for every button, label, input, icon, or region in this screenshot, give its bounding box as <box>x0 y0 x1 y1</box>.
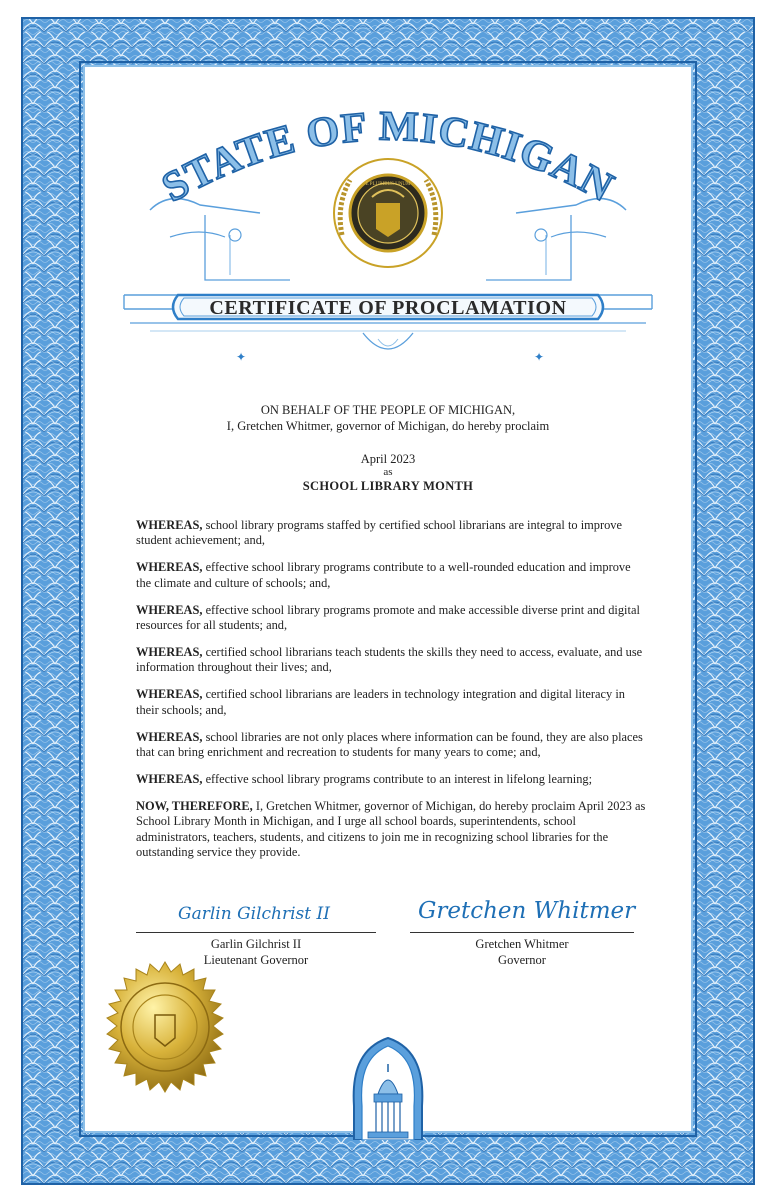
right-signature-script: Gretchen Whitmer <box>418 898 636 924</box>
left-signature-line <box>136 932 376 933</box>
state-title-arch <box>140 100 636 220</box>
state-title: STATE OF MICHIGAN <box>154 103 622 212</box>
whereas-clause <box>136 730 646 761</box>
clause-text: school libraries are not only places where information can be found, they are also places that can bring enrichment and recreation to students for many years to come; and, <box>136 729 643 759</box>
right-signatory-title: Governor <box>498 953 546 967</box>
whereas-label: WHEREAS, <box>136 729 203 744</box>
proclamation-body <box>136 518 646 872</box>
conclusion-clause <box>136 799 646 861</box>
clause-text: school library programs staffed by certified school librarians are integral to improve student achievement; and, <box>136 518 623 548</box>
proclamation-date: April 2023 <box>360 452 416 466</box>
whereas-label: WHEREAS, <box>136 602 203 617</box>
clause-text: effective school library programs contribute to an interest in lifelong learning; <box>205 771 593 786</box>
right-signatory-name: Gretchen Whitmer <box>475 937 569 951</box>
proclamation-as: as <box>383 466 393 478</box>
whereas-clause <box>136 603 646 634</box>
clause-text: effective school library programs promote and make accessible diverse print and digital resources for all students; and, <box>136 602 640 633</box>
right-signature-line <box>410 932 634 933</box>
capitol-emblem <box>348 1036 428 1140</box>
conclusion-text: I, Gretchen Whitmer, governor of Michigan, do hereby proclaim April 2023 as School Library Month in Michigan, and I urge all school boards, superintendents, school administrators, teachers, students, and citizens to join me in recognizing school libraries for the outstanding service they provide. <box>136 798 646 859</box>
whereas-clause <box>136 560 646 591</box>
svg-text:✦: ✦ <box>534 350 545 364</box>
svg-text:✦: ✦ <box>236 350 247 364</box>
conclusion-label: NOW, THEREFORE, <box>136 798 253 813</box>
certificate-title: CERTIFICATE OF PROCLAMATION <box>209 297 567 319</box>
svg-text:E PLURIBUS UNUM: E PLURIBUS UNUM <box>365 182 411 187</box>
whereas-clause <box>136 645 646 676</box>
left-signatory-title: Lieutenant Governor <box>203 953 309 967</box>
gold-seal <box>98 960 232 1094</box>
right-signatory <box>410 936 634 968</box>
whereas-clause <box>136 518 646 549</box>
whereas-label: WHEREAS, <box>136 687 203 702</box>
proclamation-title: SCHOOL LIBRARY MONTH <box>302 479 474 493</box>
clause-text: effective school library programs contribute to a well-rounded education and improve the climate and culture of schools; and, <box>136 560 631 590</box>
whereas-label: WHEREAS, <box>136 518 203 532</box>
whereas-clause <box>136 687 646 718</box>
preamble-line-1: ON BEHALF OF THE PEOPLE OF MICHIGAN, <box>260 403 516 417</box>
whereas-clause <box>136 772 646 787</box>
left-signatory-name: Garlin Gilchrist II <box>210 937 302 951</box>
whereas-label: WHEREAS, <box>136 644 203 659</box>
left-signature-script: Garlin Gilchrist II <box>178 904 330 924</box>
whereas-label: WHEREAS, <box>136 771 203 786</box>
preamble <box>110 402 666 434</box>
svg-text:STATE OF MICHIGAN <box>155 104 622 212</box>
whereas-label: WHEREAS, <box>136 560 203 575</box>
preamble-line-2: I, Gretchen Whitmer, governor of Michigan, do hereby proclaim <box>226 419 550 433</box>
clause-text: certified school librarians are leaders in technology integration and digital literacy in their schools; and, <box>136 687 625 717</box>
clause-text: certified school librarians teach students the skills they need to access, evaluate, and use information throughout their lives; and, <box>136 644 643 675</box>
